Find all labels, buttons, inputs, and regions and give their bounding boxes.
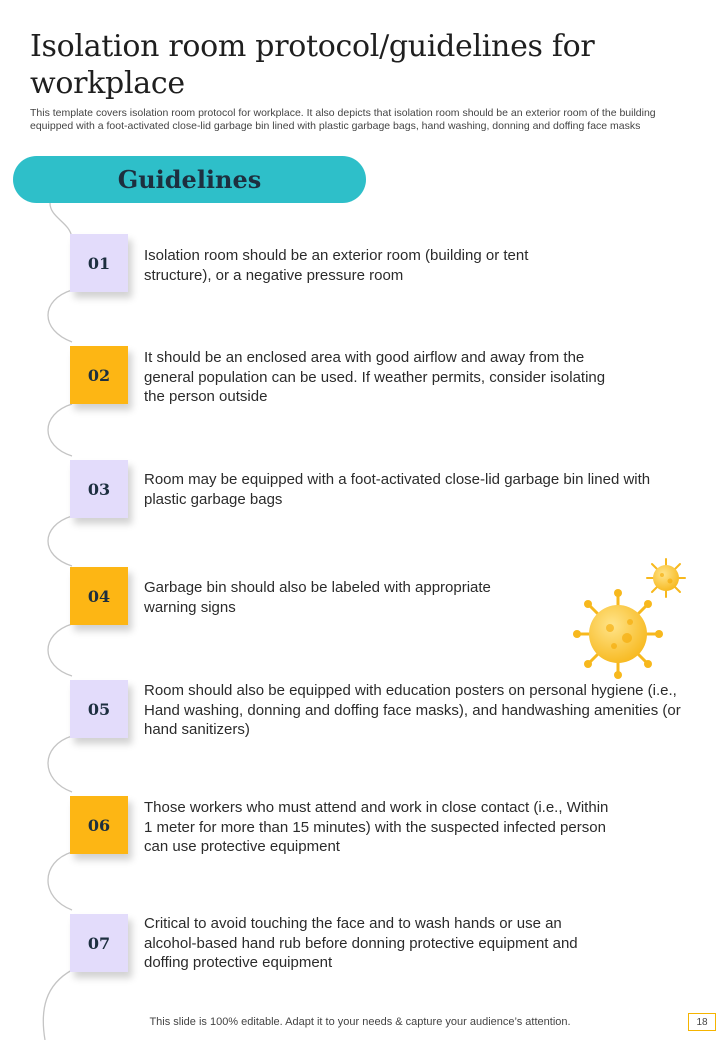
- footer-note: This slide is 100% editable. Adapt it to your needs & capture your audience’s attention.: [149, 1016, 571, 1028]
- item-text-04: Garbage bin should also be labeled with appropriate warning signs: [144, 579, 491, 616]
- item-text-07: Critical to avoid touching the face and to wash hands or use an alcohol-based hand rub before donning protective equipment and doffing protective equipment: [144, 915, 578, 971]
- guidelines-label: Guidelines: [117, 165, 262, 194]
- item-text-01: Isolation room should be an exterior room (building or tent structure), or a negative pressure room: [144, 247, 529, 284]
- item-number-02: 02: [70, 346, 128, 404]
- item-number-03: 03: [70, 460, 128, 518]
- virus-icon-large: [572, 588, 664, 680]
- item-number-01: 01: [70, 234, 128, 292]
- page-subtitle: This template covers isolation room protocol for workplace. It also depicts that isolation room should be an exterior room of the building equipped with a foot-activated close-lid garbage bin lined with plastic garbage bags, hand washing, donning and doffing face masks: [30, 107, 656, 132]
- item-number-06: 06: [70, 796, 128, 854]
- item-text-06: Those workers who must attend and work in close contact (i.e., Within 1 meter for more than 15 minutes) with the suspected infected person can use protective equipment: [144, 799, 609, 855]
- item-text-02: It should be an enclosed area with good airflow and away from the general population can be used. If weather permits, consider isolating the person outside: [144, 349, 606, 405]
- item-number-04: 04: [70, 567, 128, 625]
- guidelines-header: [13, 156, 366, 203]
- virus-icon-small: [644, 556, 688, 600]
- item-text-03: Room may be equipped with a foot-activated close-lid garbage bin lined with plastic garbage bags: [144, 471, 651, 508]
- item-number-07: 07: [70, 914, 128, 972]
- item-text-05: Room should also be equipped with education posters on personal hygiene (i.e., Hand washing, donning and doffing face masks), and handwashing amenities (or hand sanitizers): [144, 682, 681, 738]
- page-title: Isolation room protocol/guidelines for workplace: [30, 29, 595, 101]
- page-number: 18: [688, 1013, 716, 1031]
- item-number-05: 05: [70, 680, 128, 738]
